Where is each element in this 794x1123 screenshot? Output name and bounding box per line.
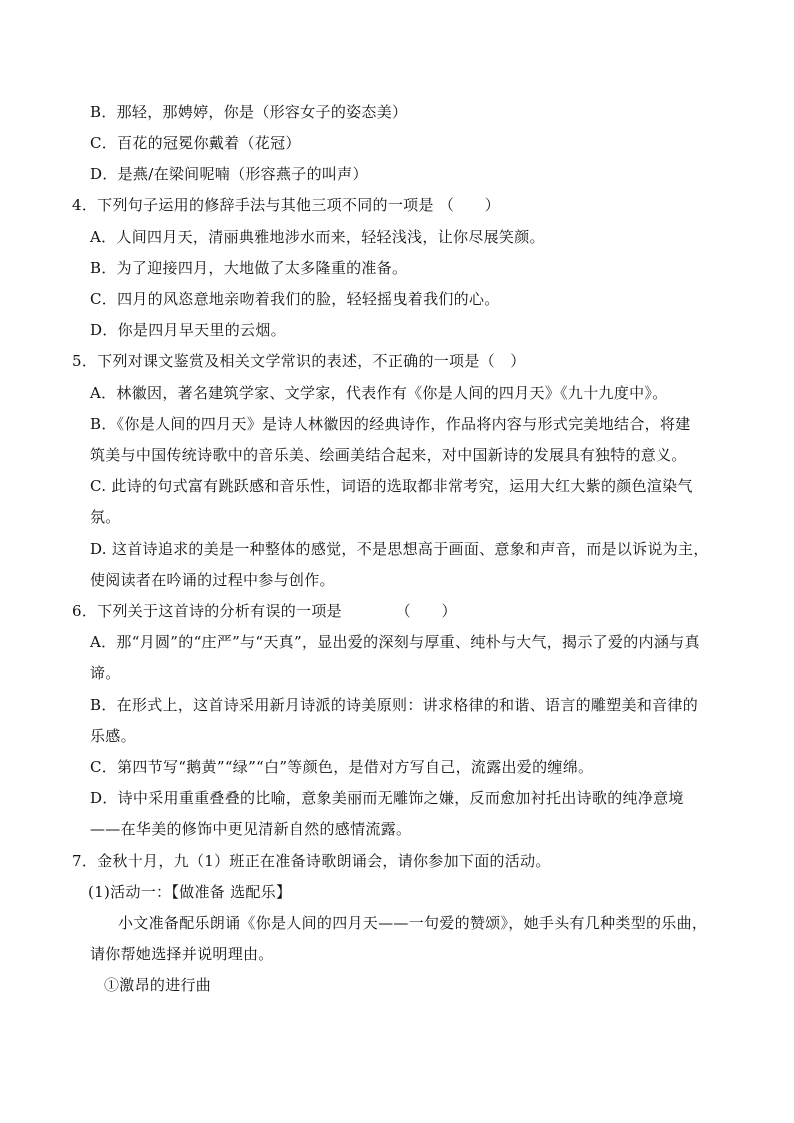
q7-activity-1-heading: (1)活动一：【做准备 选配乐】 [88, 883, 292, 901]
q6-option-b-line2: 乐感。 [90, 727, 136, 745]
q3-option-c: C．百花的冠冕你戴着（花冠） [90, 134, 301, 152]
q6-option-d-line2: ——在华美的修饰中更见清新自然的感情流露。 [90, 820, 412, 838]
q4-option-d: D．你是四月早天里的云烟。 [90, 321, 286, 339]
q3-option-b: B．那轻，那娉婷，你是（形容女子的姿态美） [90, 103, 408, 121]
q5-option-c-line2: 氛。 [90, 508, 121, 526]
q7-paragraph-line1: 小文准备配乐朗诵《你是人间的四月天——一句爱的赞颂》，她手头有几种类型的乐曲， [118, 914, 708, 932]
q5-option-d-line2: 使阅读者在吟诵的过程中参与创作。 [90, 571, 335, 589]
q4-option-b: B．为了迎接四月，大地做了太多隆重的准备。 [90, 259, 408, 277]
q6-option-a-line1: A．那“月圆”的“庄严”与“天真”，显出爱的深刻与厚重、纯朴与大气，揭示了爱的内涵与真 [90, 633, 700, 651]
q6-option-c: C．第四节写“鹅黄”“绿”“白”等颜色，是借对方写自己，流露出爱的缠绵。 [90, 758, 594, 776]
q5-option-c-line1: C. 此诗的句式富有跳跃感和音乐性，词语的选取都非常考究，运用大红大紫的颜色渲染气 [90, 477, 693, 495]
q7-paragraph-line2: 请你帮她选择并说明理由。 [90, 945, 274, 963]
q5-option-b-line2: 筑美与中国传统诗歌中的音乐美、绘画美结合起来，对中国新诗的发展具有独特的意义。 [90, 446, 687, 464]
q5-stem: 5．下列对课文鉴赏及相关文学常识的表述，不正确的一项是（ ） [72, 352, 526, 370]
q4-option-c: C．四月的风恣意地亲吻着我们的脸，轻轻摇曳着我们的心。 [90, 290, 500, 308]
q5-option-d-line1: D. 这首诗追求的美是一种整体的感觉，不是思想高于画面、意象和声音，而是以诉说为主， [90, 540, 709, 558]
q5-option-b-line1: B．《你是人间的四月天》是诗人林徽因的经典诗作，作品将内容与形式完美地结合，将建 [90, 415, 691, 433]
q6-option-b-line1: B．在形式上，这首诗采用新月诗派的诗美原则：讲求格律的和谐、语言的雕塑美和音律的 [90, 696, 699, 714]
q6-option-d-line1: D．诗中采用重重叠叠的比喻，意象美丽而无雕饰之嫌，反而愈加衬托出诗歌的纯净意境 [90, 789, 684, 807]
q4-stem: 4．下列句子运用的修辞手法与其他三项不同的一项是 （ ） [72, 196, 501, 214]
q6-option-a-line2: 谛。 [90, 664, 121, 682]
q6-stem: 6．下列关于这首诗的分析有误的一项是 （ ） [72, 602, 457, 620]
q3-option-d: D．是燕/在梁间呢喃（形容燕子的叫声） [90, 165, 368, 183]
q7-music-option-1: ①激昂的进行曲 [104, 976, 212, 994]
q5-option-a: A．林徽因，著名建筑学家、文学家，代表作有《你是人间的四月天》《九十九度中》。 [90, 384, 668, 402]
q7-stem: 7．金秋十月，九（1）班正在准备诗歌朗诵会，请你参加下面的活动。 [72, 852, 551, 870]
q4-option-a: A．人间四月天，清丽典雅地涉水而来，轻轻浅浅，让你尽展笑颜。 [90, 228, 545, 246]
